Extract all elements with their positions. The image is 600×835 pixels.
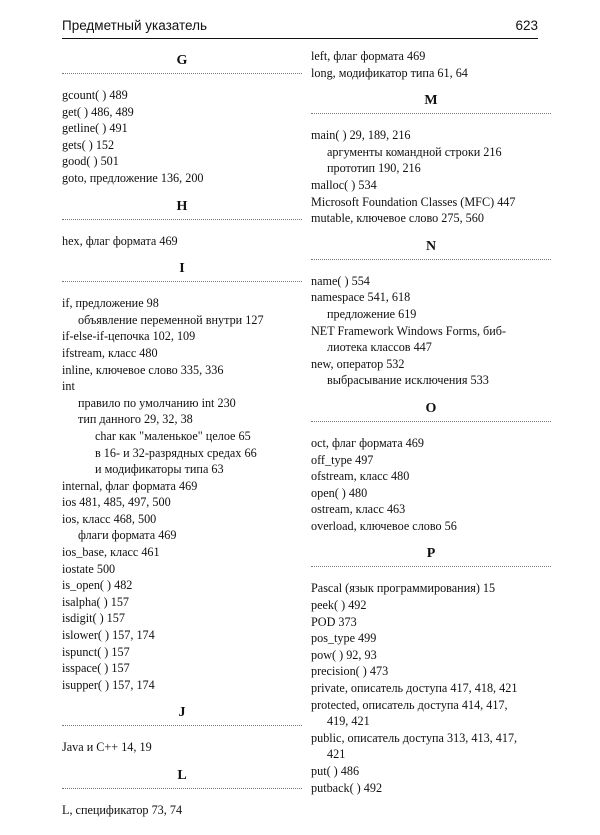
index-entry: isalpha( ) 157: [62, 594, 130, 609]
index-entry: new, оператор 532: [311, 356, 405, 371]
index-subentry: аргументы командной строки 216: [327, 144, 502, 159]
index-subentry: выбрасывание исключения 533: [327, 373, 489, 388]
index-entry: ispunct( ) 157: [62, 644, 130, 659]
section-heading-l: [62, 763, 302, 796]
index-entry: putback( ) 492: [311, 780, 383, 795]
index-entry: goto, предложение 136, 200: [62, 170, 204, 185]
index-entry: peek( ) 492: [311, 598, 367, 613]
section-divider: [62, 788, 302, 789]
section-divider: [62, 73, 302, 74]
section-divider: [62, 219, 302, 220]
index-entry: isspace( ) 157: [62, 661, 130, 676]
index-entry: ifstream, класс 480: [62, 345, 158, 360]
index-entry: protected, описатель доступа 414, 417,: [311, 697, 508, 712]
index-entry: Microsoft Foundation Classes (MFC) 447: [311, 194, 516, 209]
section-heading-p: [311, 541, 551, 574]
page-header: [62, 14, 538, 40]
section-letter: J: [178, 705, 186, 721]
index-entry: off_type 497: [311, 452, 374, 467]
index-entry: Pascal (язык программирования) 15: [311, 581, 496, 596]
index-entry: ios 481, 485, 497, 500: [62, 495, 171, 510]
index-entry-continuation: лиотека классов 447: [327, 340, 432, 355]
index-entry: pow( ) 92, 93: [311, 647, 377, 662]
index-entry: put( ) 486: [311, 764, 360, 778]
section-divider: [62, 281, 302, 282]
section-divider: [311, 566, 551, 567]
index-column-right: [311, 48, 551, 796]
index-entry-continuation: 421: [327, 747, 346, 762]
index-entry: name( ) 554: [311, 273, 370, 288]
index-entry: malloc( ) 534: [311, 177, 377, 192]
section-heading-m: [311, 88, 551, 121]
index-entry-continuation: 419, 421: [327, 714, 370, 729]
index-entry: Java и C++ 14, 19: [62, 740, 152, 755]
index-entry: if-else-if-цепочка 102, 109: [62, 329, 196, 344]
index-subentry: char как "маленькое" целое 65: [95, 428, 251, 443]
index-subentry: прототип 190, 216: [327, 161, 421, 176]
index-entry: internal, флаг формата 469: [62, 478, 198, 493]
section-heading-n: [311, 234, 551, 267]
section-letter: L: [177, 768, 187, 783]
section-letter: P: [426, 546, 436, 562]
index-subentry: флаги формата 469: [78, 528, 177, 543]
section-letter: I: [179, 261, 185, 277]
index-entry: iostate 500: [62, 561, 116, 576]
index-subentry: и модификаторы типа 63: [95, 462, 224, 477]
section-divider: [311, 113, 551, 114]
index-entry: precision( ) 473: [311, 664, 389, 679]
index-entry: oct, флаг формата 469: [311, 435, 424, 450]
index-subentry: предложение 619: [327, 306, 417, 321]
section-heading-j: [62, 700, 302, 733]
index-entry: if, предложение 98: [62, 296, 159, 311]
index-entry: ostream, класс 463: [311, 502, 406, 517]
index-subentry: объявление переменной внутри 127: [78, 312, 264, 327]
index-entry: overload, ключевое слово 56: [311, 518, 457, 533]
index-entry: isdigit( ) 157: [62, 611, 125, 626]
index-entry: isupper( ) 157, 174: [62, 677, 155, 692]
index-entry: ofstream, класс 480: [311, 469, 410, 484]
section-letter: G: [176, 53, 188, 68]
index-entry: ios_base, класс 461: [62, 545, 160, 560]
section-letter: O: [425, 400, 437, 416]
header-rule: [62, 38, 538, 39]
index-entry: get( ) 486, 489: [62, 104, 134, 119]
section-divider: [311, 421, 551, 422]
index-entry: islower( ) 157, 174: [62, 628, 155, 643]
page-number: 623: [515, 18, 538, 33]
index-subentry: в 16- и 32-разрядных средах 66: [95, 445, 257, 460]
section-divider: [311, 259, 551, 260]
index-entry: gcount( ) 489: [62, 88, 128, 102]
index-subentry: правило по умолчанию int 230: [78, 395, 236, 410]
section-heading-i: [62, 256, 302, 289]
index-entry: namespace 541, 618: [311, 290, 411, 305]
index-entry: getline( ) 491: [62, 121, 128, 136]
index-entry: left, флаг формата 469: [311, 49, 426, 63]
section-heading-g: [62, 48, 302, 81]
index-entry: long, модификатор типа 61, 64: [311, 65, 468, 80]
index-entry: gets( ) 152: [62, 137, 115, 152]
section-heading-h: [62, 194, 302, 227]
index-entry: main( ) 29, 189, 216: [311, 128, 411, 143]
index-entry: ios, класс 468, 500: [62, 511, 157, 526]
section-letter: M: [424, 93, 438, 109]
index-subentry: тип данного 29, 32, 38: [78, 412, 193, 427]
section-divider: [62, 725, 302, 726]
index-entry: NET Framework Windows Forms, биб-: [311, 323, 507, 338]
index-entry: is_open( ) 482: [62, 578, 133, 593]
index-entry: public, описатель доступа 313, 413, 417,: [311, 730, 518, 745]
index-entry: good( ) 501: [62, 154, 119, 169]
index-column-left: [62, 48, 302, 819]
index-entry: hex, флаг формата 469: [62, 233, 178, 248]
index-entry: L, спецификатор 73, 74: [62, 803, 183, 817]
index-entry: pos_type 499: [311, 631, 377, 646]
index-entry: POD 373: [311, 614, 357, 629]
index-entry: private, описатель доступа 417, 418, 421: [311, 681, 518, 696]
section-heading-o: [311, 396, 551, 429]
index-entry: int: [62, 379, 75, 394]
index-entry: open( ) 480: [311, 485, 368, 500]
index-entry: inline, ключевое слово 335, 336: [62, 362, 224, 377]
section-letter: H: [176, 198, 188, 214]
index-entry: mutable, ключевое слово 275, 560: [311, 211, 484, 226]
section-letter: N: [425, 238, 437, 254]
running-title: Предметный указатель: [62, 18, 207, 33]
